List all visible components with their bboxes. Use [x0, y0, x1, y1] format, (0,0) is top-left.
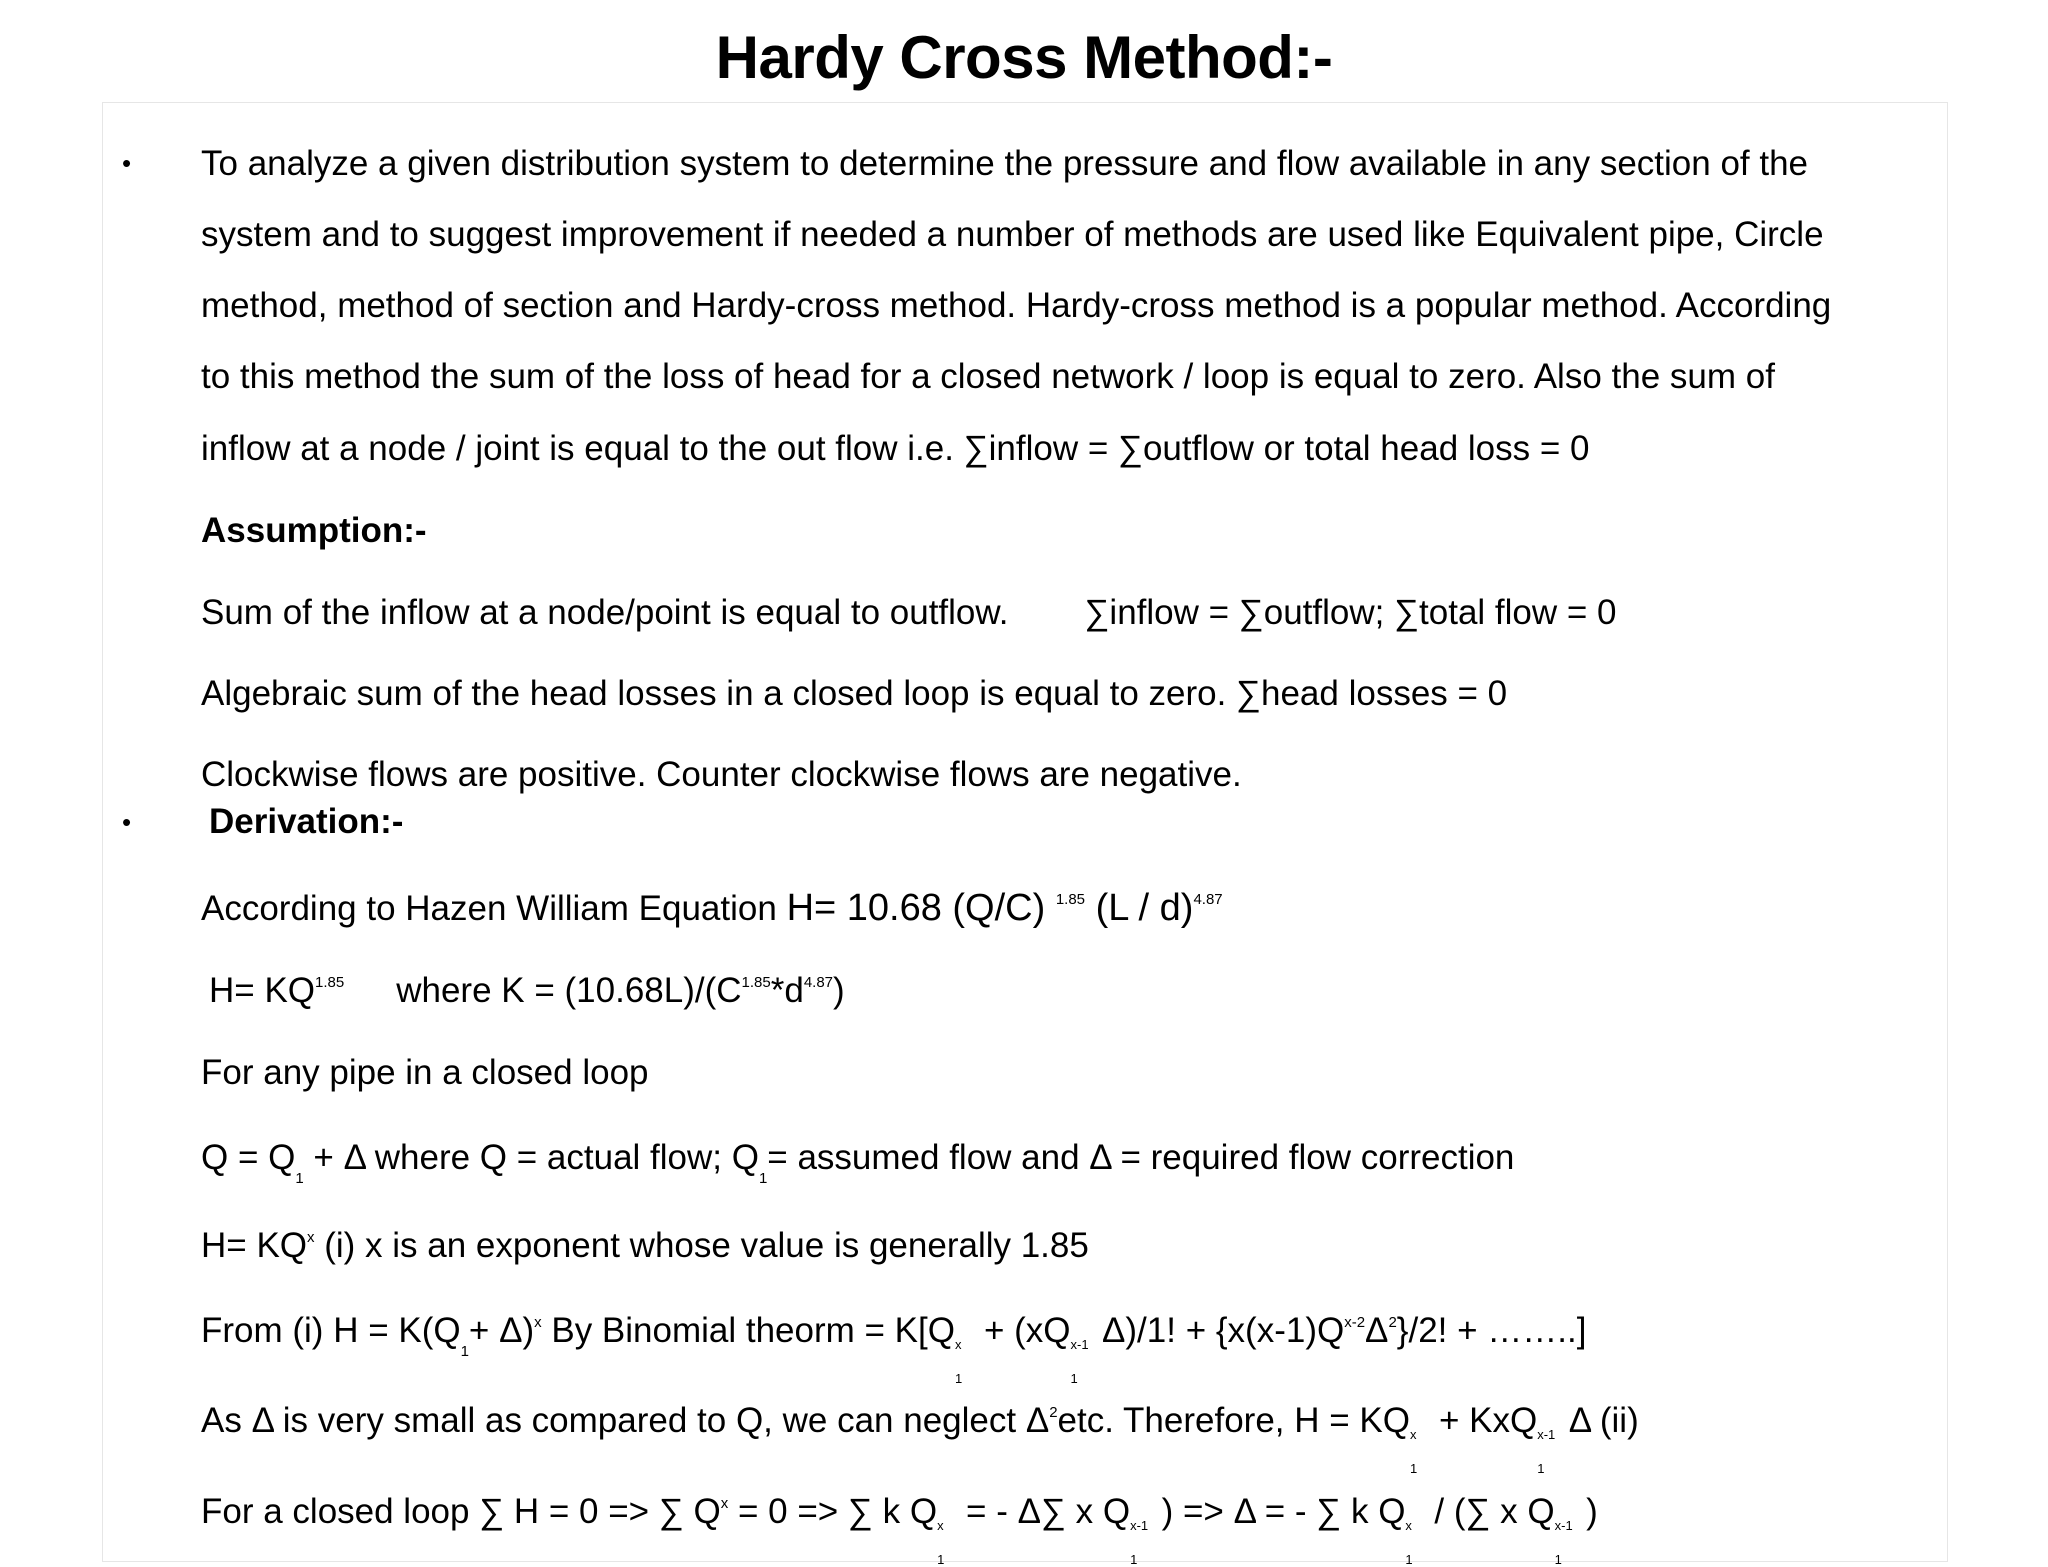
closed-loop-line: For any pipe in a closed loop — [201, 1053, 649, 1092]
q-sub-2: 1 — [758, 1170, 768, 1187]
loop-stack-1-sub: 1 — [937, 1552, 945, 1567]
hk-formula: H= KQ — [209, 971, 316, 1010]
loop-text-e: / (∑ x Q — [1424, 1492, 1555, 1531]
from-text-b: + Δ) — [468, 1311, 535, 1350]
hazen-formula-a: H= 10.68 (Q/C) — [786, 887, 1056, 929]
intro-line-4: to this method the sum of the loss of head for a closed network / loop is equal to zero. Also the sum of — [201, 357, 1775, 396]
from-stack-2-sub: 1 — [1070, 1371, 1078, 1386]
hk-where-d: *d — [770, 971, 804, 1010]
as-stack-1-sup: x — [1409, 1427, 1417, 1442]
hx-exp: x — [307, 1229, 315, 1246]
as-stack-2-sub: 1 — [1537, 1461, 1545, 1476]
assumption-line-1 — [201, 591, 1617, 635]
neglect-line — [201, 1399, 1639, 1476]
assumption-1-text: Sum of the inflow at a node/point is equal to outflow. — [201, 593, 1009, 632]
loop-stack-2-sub: 1 — [1130, 1552, 1138, 1567]
from-text-a: From (i) H = K(Q — [201, 1311, 461, 1350]
from-exp: x — [534, 1314, 542, 1331]
loop-text-f: ) — [1586, 1492, 1598, 1531]
hk-exp-2: 1.85 — [741, 974, 771, 991]
as-text-b: etc. Therefore, H = KQ — [1057, 1401, 1410, 1440]
hx-description: (i) x is an exponent whose value is generally 1.85 — [314, 1226, 1089, 1265]
as-stack-1-sub: 1 — [1409, 1461, 1418, 1476]
q-sub-1: 1 — [295, 1170, 304, 1187]
hx-formula: H= KQ — [201, 1226, 308, 1265]
as-exp: 2 — [1049, 1404, 1058, 1421]
as-text-d: Δ (ii) — [1568, 1401, 1639, 1440]
intro-line-3: method, method of section and Hardy-cross method. Hardy-cross method is a popular method. According — [201, 286, 1832, 325]
hazen-equation-line — [201, 886, 1223, 931]
intro-line-1: To analyze a given distribution system to determine the pressure and flow available in any section of the — [201, 144, 1809, 183]
binomial-line — [201, 1309, 1587, 1386]
bullet-2: • — [122, 807, 132, 837]
loop-stack-4-sup: x-1 — [1554, 1518, 1573, 1533]
from-text-c: By Binomial theorm = K[Q — [541, 1311, 955, 1350]
from-exp-3: x-2 — [1344, 1314, 1366, 1331]
bullet-1: • — [122, 148, 132, 178]
from-stack-1-sup: x — [954, 1337, 962, 1352]
from-exp-4: 2 — [1388, 1314, 1397, 1331]
hk-where: where K = (10.68L)/(C — [396, 971, 742, 1010]
as-text-c: + KxQ — [1429, 1401, 1538, 1440]
hazen-exp-2: 4.87 — [1193, 891, 1223, 908]
loop-text-b: = 0 => ∑ k Q — [728, 1492, 938, 1531]
loop-stack-3-sub: 1 — [1405, 1552, 1413, 1567]
assumption-1-equation: ∑inflow = ∑outflow; ∑total flow = 0 — [1084, 593, 1617, 632]
from-text-f: Δ — [1365, 1311, 1389, 1350]
from-text-g: }/2! + ……..] — [1396, 1311, 1587, 1350]
loop-stack-1-sup: x — [937, 1518, 944, 1533]
intro-line-2: system and to suggest improvement if needed a number of methods are used like Equivalent pipe, Circle — [201, 215, 1824, 254]
from-stack-2-sup: x-1 — [1070, 1337, 1089, 1352]
loop-text-a: For a closed loop ∑ H = 0 => ∑ Q — [201, 1492, 721, 1531]
assumption-heading: Assumption:- — [201, 511, 427, 550]
q-definition-line — [201, 1136, 1515, 1187]
as-stack-2-sup: x-1 — [1537, 1427, 1556, 1442]
from-text-d: + (xQ — [974, 1311, 1071, 1350]
loop-stack-2-sup: x-1 — [1130, 1518, 1149, 1533]
hk-exp-3: 4.87 — [803, 974, 834, 991]
page-title: Hardy Cross Method:- — [715, 24, 1333, 91]
loop-stack-4-sub: 1 — [1554, 1552, 1562, 1567]
hk-equation-line — [209, 969, 845, 1013]
hazen-text: According to Hazen William Equation — [201, 889, 787, 928]
hk-exp: 1.85 — [315, 974, 345, 991]
loop-text-d: ) => Δ = - ∑ k Q — [1161, 1492, 1406, 1531]
intro-line-5: inflow at a node / joint is equal to the out flow i.e. ∑inflow = ∑outflow or total head loss = 0 — [201, 429, 1590, 468]
from-stack-1-sub: 1 — [954, 1371, 963, 1386]
q-text-a: Q = Q — [201, 1138, 296, 1177]
hx-equation-line — [201, 1224, 1089, 1268]
from-sub: 1 — [460, 1343, 469, 1360]
closed-loop-equation-line — [201, 1490, 1598, 1567]
q-text-c: = assumed flow and Δ = required flow correction — [767, 1138, 1515, 1177]
loop-text-c: = - Δ∑ x Q — [956, 1492, 1131, 1531]
hazen-formula-b: (L / d) — [1085, 887, 1194, 929]
loop-exp: x — [720, 1495, 729, 1512]
derivation-heading: Derivation:- — [209, 802, 404, 841]
hk-close: ) — [833, 971, 845, 1010]
q-text-b: + Δ where Q = actual flow; Q — [303, 1138, 759, 1177]
hazen-exp-1: 1.85 — [1055, 891, 1086, 908]
as-text-a: As Δ is very small as compared to Q, we can neglect Δ — [201, 1401, 1050, 1440]
from-text-e: Δ)/1! + {x(x-1)Q — [1102, 1311, 1345, 1350]
loop-stack-3-sup: x — [1405, 1518, 1412, 1533]
assumption-line-2: Algebraic sum of the head losses in a closed loop is equal to zero. ∑head losses = 0 — [201, 674, 1508, 713]
assumption-line-3: Clockwise flows are positive. Counter clockwise flows are negative. — [201, 755, 1242, 794]
